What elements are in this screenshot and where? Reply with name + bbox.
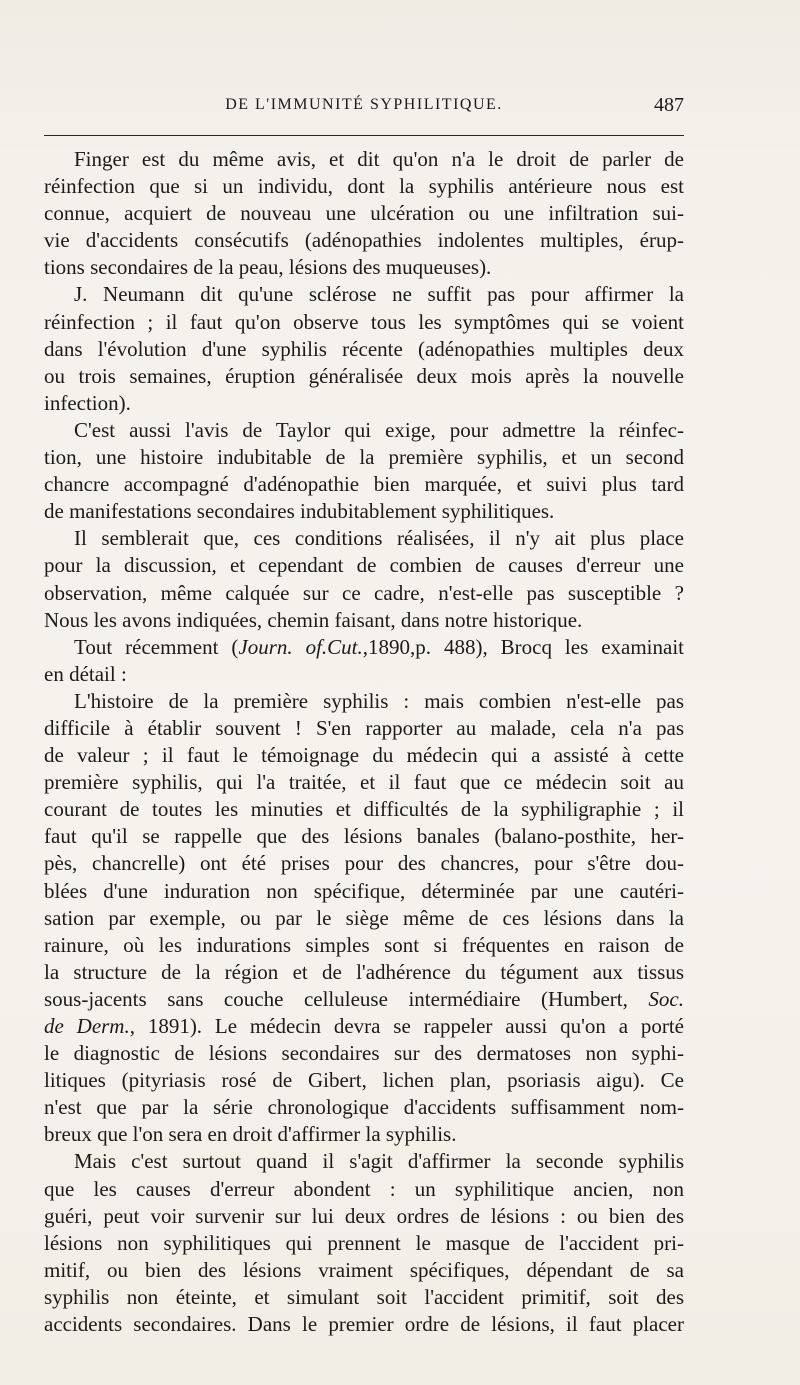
text-line: faut qu'il se rappelle que des lésions banales (balano-posthite, her-	[44, 824, 684, 849]
text-line: litiques (pityriasis rosé de Gibert, lichen plan, psoriasis aigu). Ce	[44, 1068, 684, 1093]
text-line: sation par exemple, ou par le siège même de ces lésions dans la	[44, 905, 684, 930]
text-line: tions secondaires de la peau, lésions des muqueuses).	[44, 255, 492, 280]
text-line: tion, une histoire indubitable de la première syphilis, et un second	[44, 445, 684, 470]
text-line: J. Neumann dit qu'une sclérose ne suffit pas pour affirmer la	[74, 282, 684, 307]
text-line: Il semblerait que, ces conditions réalisées, il n'y ait plus place	[74, 526, 684, 551]
text-line: accidents secondaires. Dans le premier ordre de lésions, il faut placer	[44, 1312, 684, 1337]
text-line: Finger est du même avis, et dit qu'on n'a le droit de parler de	[74, 147, 684, 171]
citation-title: de Derm.	[44, 1014, 130, 1038]
running-head: DE L'IMMUNITÉ SYPHILITIQUE.	[225, 96, 503, 113]
text-line: pès, chancrelle) ont été prises pour des chancres, pour s'être dou-	[44, 851, 684, 876]
text-line: blées d'une induration non spécifique, déterminée par une cautéri-	[44, 878, 684, 903]
text-line: guéri, peut voir survenir sur lui deux ordres de lésions : ou bien des	[44, 1203, 684, 1228]
text-line: mitif, ou bien des lésions vraiment spécifiques, dépendant de sa	[44, 1257, 684, 1282]
text-line: difficile à établir souvent ! S'en rapporter au malade, cela n'a pas	[44, 715, 684, 740]
text-line: Nous les avons indiquées, chemin faisant, dans notre historique.	[44, 607, 583, 632]
text-line: C'est aussi l'avis de Taylor qui exige, pour admettre la réinfec-	[74, 417, 684, 442]
text-line	[44, 1013, 684, 1040]
text-line: pour la discussion, et cependant de combien de causes d'erreur une	[44, 553, 684, 578]
text-line: dans l'évolution d'une syphilis récente (adénopathies multiples deux	[44, 336, 684, 361]
text-line: syphilis non éteinte, et simulant soit l'accident primitif, soit des	[44, 1284, 684, 1309]
text-line: en détail :	[44, 661, 127, 686]
body-text	[44, 146, 684, 1338]
text-line: première syphilis, qui l'a traitée, et il faut que ce médecin soit au	[44, 770, 684, 795]
text-fragment: sous-jacents sans couche celluleuse intermédiaire (Humbert,	[44, 986, 649, 1011]
page-number: 487	[654, 94, 684, 116]
text-line: la structure de la région et de l'adhérence du tégument aux tissus	[44, 959, 684, 984]
text-line: réinfection que si un individu, dont la syphilis antérieure nous est	[44, 174, 684, 199]
text-line: que les causes d'erreur abondent : un syphilitique ancien, non	[44, 1176, 684, 1201]
text-line: lésions non syphilitiques qui prennent le masque de l'accident pri-	[44, 1230, 684, 1255]
text-line: chancre accompagné d'adénopathie bien marquée, et suivi plus tard	[44, 472, 684, 497]
text-line: le diagnostic de lésions secondaires sur des dermatoses non syphi-	[44, 1041, 684, 1066]
page-header	[44, 96, 684, 120]
text-line: courant de toutes les minuties et difficultés de la syphiligraphie ; il	[44, 797, 684, 822]
text-line: breux que l'on sera en droit d'affirmer la syphilis.	[44, 1122, 457, 1147]
header-rule	[44, 135, 684, 136]
text-fragment: Tout récemment (	[74, 634, 239, 659]
citation-title: Soc.	[648, 986, 684, 1011]
text-line: vie d'accidents consécutifs (adénopathies indolentes multiples, érup-	[44, 228, 684, 253]
text-line: n'est que par la série chronologique d'accidents suffisamment nom-	[44, 1095, 684, 1120]
text-line: ou trois semaines, éruption généralisée deux mois après la nouvelle	[44, 363, 684, 388]
text-line: connue, acquiert de nouveau une ulcération ou une infiltration sui-	[44, 201, 684, 226]
text-line: infection).	[44, 390, 131, 415]
text-line: réinfection ; il faut qu'on observe tous les symptômes qui se voient	[44, 309, 684, 334]
text-line: rainure, où les indurations simples sont si fréquentes en raison de	[44, 932, 684, 957]
text-line	[44, 634, 684, 661]
text-line: observation, même calquée sur ce cadre, n'est-elle pas susceptible ?	[44, 580, 684, 605]
text-fragment: ,1890,p. 488), Brocq les examinait	[362, 634, 684, 659]
text-line	[44, 986, 684, 1013]
text-line: de manifestations secondaires indubitablement syphilitiques.	[44, 499, 555, 524]
text-line: L'histoire de la première syphilis : mais combien n'est-elle pas	[74, 688, 684, 713]
citation-title: Journ. of.Cut.	[238, 634, 363, 659]
text-line: Mais c'est surtout quand il s'agit d'affirmer la seconde syphilis	[74, 1149, 684, 1174]
text-fragment: , 1891). Le médecin devra se rappeler aussi qu'on a porté	[129, 1014, 684, 1038]
text-line: de valeur ; il faut le témoignage du médecin qui a assisté à cette	[44, 743, 684, 768]
